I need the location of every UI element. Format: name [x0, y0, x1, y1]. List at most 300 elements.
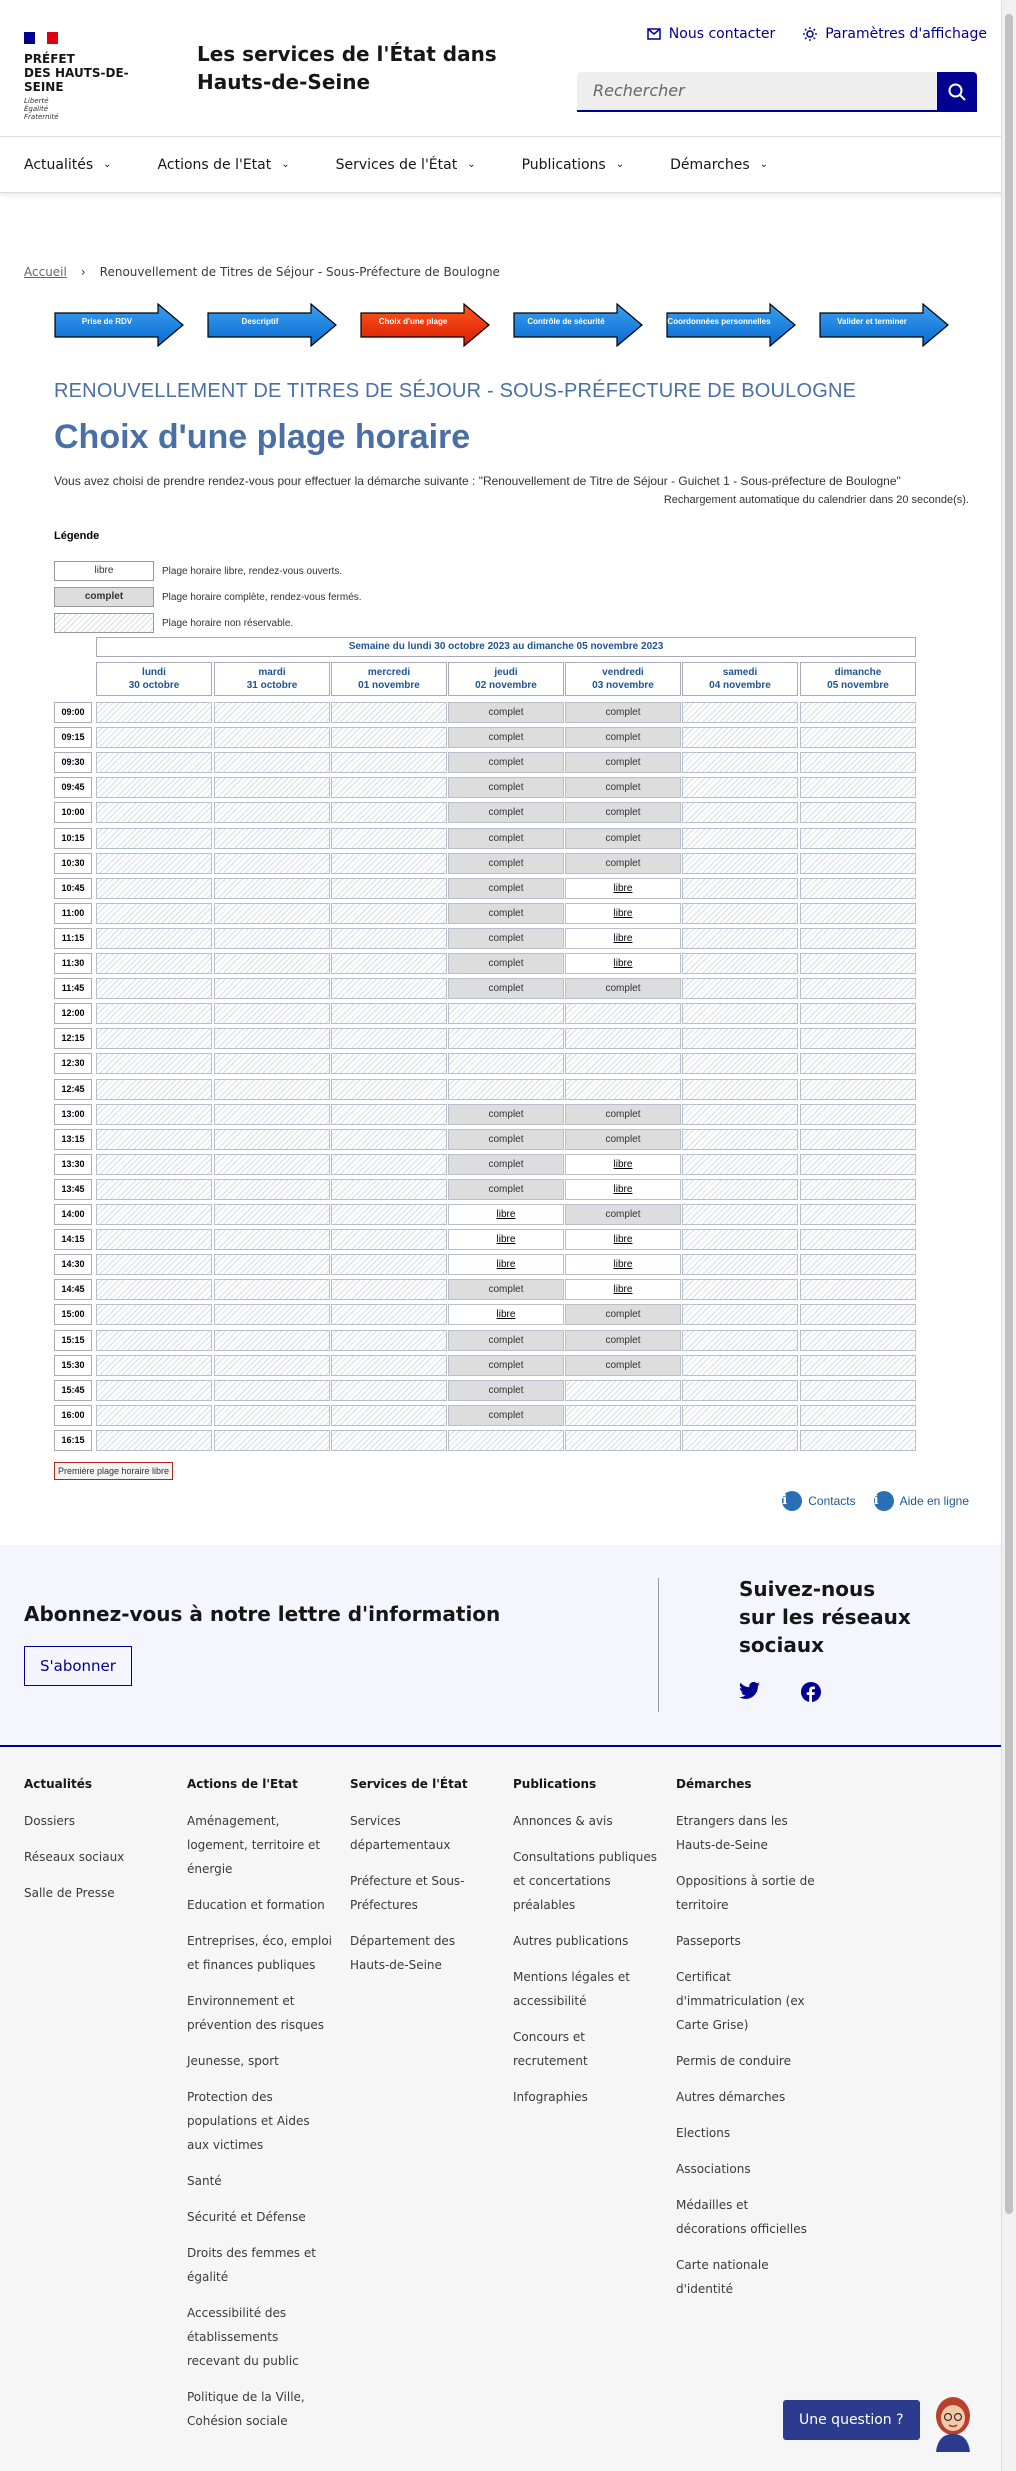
slot-unavailable: [682, 702, 798, 723]
day-name: lundi: [142, 667, 166, 678]
slot-unavailable: [682, 1430, 798, 1451]
slot-full: complet: [565, 752, 681, 773]
slot-free[interactable]: libre: [565, 1229, 681, 1250]
slot-unavailable: [96, 777, 212, 798]
slot-unavailable: [682, 1154, 798, 1175]
time-label: 12:45: [54, 1079, 92, 1100]
slot-unavailable: [214, 1279, 330, 1300]
slot-unavailable: [214, 1028, 330, 1049]
footer-link[interactable]: Département des Hauts-de-Seine: [350, 1934, 456, 1972]
slot-free[interactable]: libre: [565, 1154, 681, 1175]
slot-unavailable: [448, 1079, 564, 1100]
slot-unavailable: [214, 727, 330, 748]
slot-unavailable: [448, 1028, 564, 1049]
slot-unavailable: [331, 1430, 447, 1451]
chevron-down-icon: ⌄: [281, 158, 290, 170]
step-3: [360, 303, 491, 347]
slot-unavailable: [448, 1003, 564, 1024]
scrollbar-thumb[interactable]: [1005, 14, 1013, 2214]
breadcrumb-home[interactable]: Accueil: [24, 265, 67, 279]
slot-unavailable: [96, 1279, 212, 1300]
slot-unavailable: [331, 1380, 447, 1401]
slot-unavailable: [214, 978, 330, 999]
slot-unavailable: [682, 878, 798, 899]
slot-unavailable: [214, 928, 330, 949]
footer-column-title: Publications: [513, 1777, 597, 1791]
progress-steps: [54, 303, 954, 347]
chatbot-avatar-icon[interactable]: [930, 2390, 976, 2452]
slot-free[interactable]: libre: [565, 878, 681, 899]
slot-full: complet: [448, 752, 564, 773]
step-6: [819, 303, 950, 347]
slot-unavailable: [214, 1355, 330, 1376]
display-settings-link[interactable]: Paramètres d'affichage: [803, 26, 987, 42]
slot-unavailable: [800, 1254, 916, 1275]
time-label: 09:00: [54, 702, 92, 723]
slot-unavailable: [565, 1380, 681, 1401]
footer-link[interactable]: Autres publications: [513, 1934, 629, 1948]
footer-link[interactable]: Protection des populations et Aides aux victimes: [187, 2090, 310, 2152]
time-label: 16:15: [54, 1430, 92, 1451]
slot-unavailable: [800, 727, 916, 748]
footer-link[interactable]: Services départementaux: [350, 1814, 451, 1852]
slot-full: complet: [448, 777, 564, 798]
info-icon: i: [874, 1491, 894, 1511]
time-label: 10:00: [54, 802, 92, 823]
slot-free[interactable]: libre: [565, 903, 681, 924]
service-title: RENOUVELLEMENT DE TITRES DE SÉJOUR - SOUS-PRÉFECTURE DE BOULOGNE: [54, 380, 857, 402]
slot-full: complet: [448, 727, 564, 748]
logo-title: PRÉFET DES HAUTS-DE-SEINE: [24, 52, 129, 94]
footer-link[interactable]: Mentions légales et accessibilité: [513, 1970, 630, 2008]
nav-item[interactable]: [336, 137, 476, 192]
slot-unavailable: [682, 727, 798, 748]
slot-unavailable: [214, 1179, 330, 1200]
time-label: 13:30: [54, 1154, 92, 1175]
slot-unavailable: [96, 1380, 212, 1401]
slot-full: complet: [448, 802, 564, 823]
slot-unavailable: [331, 777, 447, 798]
slot-unavailable: [800, 1079, 916, 1100]
slot-unavailable: [331, 802, 447, 823]
slot-free[interactable]: libre: [448, 1229, 564, 1250]
slot-unavailable: [331, 1330, 447, 1351]
footer-link[interactable]: Aménagement, logement, territoire et énergie: [187, 1814, 321, 1876]
logo-motto: Liberté Égalité Fraternité: [24, 97, 59, 121]
slot-unavailable: [214, 1304, 330, 1325]
breadcrumb: [0, 193, 1001, 283]
footer-link[interactable]: Médailles et décorations officielles: [676, 2198, 807, 2236]
slot-unavailable: [682, 1003, 798, 1024]
time-label: 15:45: [54, 1380, 92, 1401]
slot-unavailable: [96, 1028, 212, 1049]
time-label: 10:30: [54, 853, 92, 874]
slot-full: complet: [565, 702, 681, 723]
slot-unavailable: [800, 1405, 916, 1426]
slot-full: complet: [565, 853, 681, 874]
slot-free[interactable]: libre: [565, 1179, 681, 1200]
footer-link[interactable]: Education et formation: [187, 1898, 325, 1912]
footer-link[interactable]: Environnement et prévention des risques: [187, 1994, 325, 2032]
slot-unavailable: [214, 1229, 330, 1250]
first-free-slot-button[interactable]: Première plage horaire libre: [54, 1462, 173, 1480]
slot-unavailable: [214, 702, 330, 723]
search-input[interactable]: Rechercher: [577, 72, 937, 112]
day-name: samedi: [722, 667, 758, 678]
slot-unavailable: [214, 878, 330, 899]
time-label: 13:00: [54, 1104, 92, 1125]
slot-free[interactable]: libre: [565, 1254, 681, 1275]
chevron-down-icon: ⌄: [103, 158, 112, 170]
footer-column: [187, 1777, 332, 2445]
online-help-link[interactable]: i Aide en ligne: [874, 1491, 969, 1511]
search-bar: [577, 72, 977, 112]
time-label: 10:45: [54, 878, 92, 899]
slot-unavailable: [96, 1079, 212, 1100]
facebook-icon[interactable]: [801, 1682, 821, 1702]
slot-unavailable: [331, 928, 447, 949]
footer-link[interactable]: Consultations publiques et concertations préalables: [513, 1850, 657, 1912]
footer-link[interactable]: Accessibilité des établissements recevant du public: [187, 2306, 299, 2368]
slot-unavailable: [214, 1330, 330, 1351]
slot-unavailable: [800, 702, 916, 723]
slot-full: complet: [448, 1380, 564, 1401]
legend-free-box: libre: [54, 561, 154, 581]
slot-unavailable: [800, 1279, 916, 1300]
slot-full: complet: [565, 1104, 681, 1125]
day-date: 04 novembre: [709, 680, 771, 691]
slot-unavailable: [96, 1405, 212, 1426]
slot-free[interactable]: libre: [448, 1204, 564, 1225]
nav-item-label: Services de l'État: [335, 156, 458, 173]
slot-full: complet: [448, 1330, 564, 1351]
legend-full-text: Plage horaire complète, rendez-vous fermés.: [162, 591, 362, 603]
step-label: Coordonnées personnelles: [667, 317, 771, 326]
prefet-logo[interactable]: [24, 32, 164, 121]
slot-unavailable: [96, 1304, 212, 1325]
slot-full: complet: [565, 978, 681, 999]
slot-unavailable: [565, 1003, 681, 1024]
slot-unavailable: [214, 1003, 330, 1024]
slot-unavailable: [96, 1154, 212, 1175]
slot-unavailable: [96, 1053, 212, 1074]
slot-full: complet: [448, 928, 564, 949]
slot-unavailable: [331, 1003, 447, 1024]
contact-link[interactable]: Nous contacter: [647, 26, 775, 42]
sun-icon: [803, 27, 817, 41]
slot-unavailable: [96, 903, 212, 924]
slot-unavailable: [682, 978, 798, 999]
social-title: Suivez-nous sur les réseaux sociaux: [739, 1577, 911, 1657]
slot-unavailable: [565, 1430, 681, 1451]
slot-unavailable: [682, 828, 798, 849]
step-label: Contrôle de sécurité: [527, 317, 605, 326]
slot-unavailable: [800, 928, 916, 949]
site-name[interactable]: Les services de l'État dans Hauts-de-Seine: [197, 42, 497, 94]
slot-unavailable: [96, 878, 212, 899]
slot-unavailable: [682, 752, 798, 773]
time-label: 12:30: [54, 1053, 92, 1074]
slot-unavailable: [96, 1330, 212, 1351]
slot-unavailable: [331, 1279, 447, 1300]
site-footer: [0, 1745, 1001, 2471]
nav-item[interactable]: [158, 137, 290, 192]
slot-full: complet: [448, 978, 564, 999]
slot-unavailable: [682, 853, 798, 874]
footer-link[interactable]: Autres démarches: [676, 2090, 786, 2104]
footer-link[interactable]: Dossiers: [24, 1814, 75, 1828]
slot-free[interactable]: libre: [448, 1254, 564, 1275]
footer-link[interactable]: Politique de la Ville, Cohésion sociale: [187, 2390, 305, 2428]
slot-unavailable: [800, 1330, 916, 1351]
footer-link[interactable]: Réseaux sociaux: [24, 1850, 125, 1864]
slot-unavailable: [96, 828, 212, 849]
slot-unavailable: [96, 1204, 212, 1225]
slot-unavailable: [800, 1104, 916, 1125]
footer-column-title: Services de l'État: [350, 1777, 468, 1791]
slot-unavailable: [96, 1129, 212, 1150]
step-2: [207, 303, 338, 347]
slot-unavailable: [331, 1129, 447, 1150]
day-date: 01 novembre: [358, 680, 420, 691]
slot-unavailable: [565, 1053, 681, 1074]
slot-unavailable: [682, 1104, 798, 1125]
footer-column-title: Actions de l'Etat: [187, 1777, 298, 1791]
day-header: [96, 662, 212, 696]
search-icon: [948, 83, 966, 101]
slot-unavailable: [331, 1179, 447, 1200]
slot-unavailable: [331, 853, 447, 874]
footer-link[interactable]: Etrangers dans les Hauts-de-Seine: [676, 1814, 788, 1852]
slot-unavailable: [800, 1028, 916, 1049]
slot-full: complet: [565, 1129, 681, 1150]
slot-free[interactable]: libre: [565, 928, 681, 949]
slot-unavailable: [800, 1355, 916, 1376]
chevron-right-icon: ›: [80, 265, 86, 279]
slot-full: complet: [448, 1104, 564, 1125]
slot-unavailable: [800, 802, 916, 823]
nav-item-label: Publications: [521, 156, 606, 173]
slot-unavailable: [682, 928, 798, 949]
footer-link[interactable]: Carte nationale d'identité: [676, 2258, 769, 2296]
footer-link[interactable]: Permis de conduire: [676, 2054, 791, 2068]
contacts-link[interactable]: i Contacts: [782, 1491, 855, 1511]
nav-item[interactable]: [24, 137, 112, 192]
slot-full: complet: [448, 903, 564, 924]
slot-unavailable: [331, 1104, 447, 1125]
slot-unavailable: [331, 752, 447, 773]
footer-link[interactable]: Entreprises, éco, emploi et finances publiques: [187, 1934, 332, 1972]
slot-unavailable: [448, 1430, 564, 1451]
slot-free[interactable]: libre: [565, 953, 681, 974]
slot-unavailable: [214, 903, 330, 924]
footer-link[interactable]: Elections: [676, 2126, 731, 2140]
footer-column: [513, 1777, 658, 2121]
slot-unavailable: [682, 1304, 798, 1325]
slot-unavailable: [96, 853, 212, 874]
step-label: Prise de RDV: [81, 317, 133, 326]
slot-unavailable: [331, 1229, 447, 1250]
day-date: 05 novembre: [827, 680, 889, 691]
subscribe-button[interactable]: S'abonner: [24, 1646, 132, 1686]
slot-unavailable: [800, 1204, 916, 1225]
nav-item[interactable]: [522, 137, 625, 192]
page-title: Choix d'une plage horaire: [54, 418, 471, 456]
slot-unavailable: [682, 1028, 798, 1049]
footer-link[interactable]: Santé: [187, 2174, 222, 2188]
day-date: 03 novembre: [592, 680, 654, 691]
slot-unavailable: [800, 1229, 916, 1250]
step-label: Valider et terminer: [837, 317, 907, 326]
slot-unavailable: [96, 1254, 212, 1275]
time-label: 14:30: [54, 1254, 92, 1275]
slot-full: complet: [448, 1355, 564, 1376]
slot-free[interactable]: libre: [448, 1304, 564, 1325]
time-label: 14:45: [54, 1279, 92, 1300]
footer-link[interactable]: Associations: [676, 2162, 751, 2176]
footer-column-title: Actualités: [24, 1777, 93, 1791]
slot-unavailable: [448, 1053, 564, 1074]
slot-unavailable: [682, 1053, 798, 1074]
footer-link[interactable]: Annonces & avis: [513, 1814, 613, 1828]
slot-unavailable: [214, 853, 330, 874]
slot-full: complet: [448, 1179, 564, 1200]
day-name: dimanche: [834, 667, 882, 678]
slot-unavailable: [331, 1154, 447, 1175]
footer-link[interactable]: Infographies: [513, 2090, 588, 2104]
slot-unavailable: [682, 1330, 798, 1351]
slot-unavailable: [214, 1154, 330, 1175]
slot-unavailable: [682, 1279, 798, 1300]
slot-unavailable: [682, 953, 798, 974]
slot-unavailable: [214, 828, 330, 849]
footer-link[interactable]: Préfecture et Sous-Préfectures: [350, 1874, 465, 1912]
slot-unavailable: [800, 1380, 916, 1401]
legend-free-text: Plage horaire libre, rendez-vous ouverts.: [162, 565, 343, 577]
twitter-icon[interactable]: [739, 1682, 761, 1700]
slot-unavailable: [565, 1079, 681, 1100]
slot-unavailable: [331, 953, 447, 974]
main-nav: [0, 137, 1001, 193]
slot-full: complet: [448, 878, 564, 899]
slot-unavailable: [331, 978, 447, 999]
french-flag-icon: [24, 32, 58, 44]
slot-full: complet: [565, 1355, 681, 1376]
legend-na-text: Plage horaire non réservable.: [162, 617, 294, 629]
footer-link[interactable]: Salle de Presse: [24, 1886, 115, 1900]
slot-unavailable: [96, 702, 212, 723]
mail-icon: [647, 28, 661, 40]
day-header: [214, 662, 330, 696]
slot-unavailable: [96, 1179, 212, 1200]
slot-unavailable: [96, 727, 212, 748]
chevron-down-icon: ⌄: [759, 158, 769, 170]
footer-link[interactable]: Certificat d'immatriculation (ex Carte Grise): [676, 1970, 805, 2032]
slot-unavailable: [565, 1405, 681, 1426]
legend-na-box: [54, 613, 154, 633]
slot-unavailable: [96, 752, 212, 773]
time-label: 15:00: [54, 1304, 92, 1325]
legend: [54, 561, 362, 639]
day-header: [565, 662, 681, 696]
slot-full: complet: [565, 1304, 681, 1325]
time-label: 13:45: [54, 1179, 92, 1200]
slot-unavailable: [800, 1304, 916, 1325]
slot-unavailable: [214, 802, 330, 823]
step-label: Choix d'une plage: [378, 317, 448, 326]
slot-unavailable: [331, 903, 447, 924]
slot-unavailable: [682, 903, 798, 924]
intro-text: Vous avez choisi de prendre rendez-vous pour effectuer la démarche suivante : "Renouvellement de Titre de Séjour - Guichet 1 - Sous-préfecture de Boulogne": [54, 474, 901, 488]
slot-unavailable: [331, 828, 447, 849]
slot-unavailable: [800, 903, 916, 924]
chat-button[interactable]: Une question ?: [783, 2400, 920, 2440]
slot-unavailable: [214, 752, 330, 773]
slot-full: complet: [448, 953, 564, 974]
slot-unavailable: [800, 978, 916, 999]
legend-title: Légende: [54, 530, 100, 542]
slot-full: complet: [565, 802, 681, 823]
footer-link[interactable]: Jeunesse, sport: [187, 2054, 279, 2068]
slot-unavailable: [565, 1028, 681, 1049]
footer-link[interactable]: Oppositions à sortie de territoire: [676, 1874, 815, 1912]
slot-unavailable: [800, 1430, 916, 1451]
slot-unavailable: [682, 1179, 798, 1200]
breadcrumb-current: Renouvellement de Titres de Séjour - Sous-Préfecture de Boulogne: [99, 265, 500, 279]
time-label: 11:45: [54, 978, 92, 999]
footer-link[interactable]: Sécurité et Défense: [187, 2210, 306, 2224]
slot-unavailable: [800, 853, 916, 874]
slot-unavailable: [96, 953, 212, 974]
nav-item[interactable]: [670, 137, 768, 192]
footer-link[interactable]: Passeports: [676, 1934, 741, 1948]
slot-unavailable: [214, 1430, 330, 1451]
newsletter-section: [0, 1545, 1001, 1745]
time-label: 14:00: [54, 1204, 92, 1225]
nav-item-label: Démarches: [670, 156, 750, 173]
footer-link[interactable]: Droits des femmes et égalité: [187, 2246, 316, 2284]
day-date: 30 octobre: [128, 680, 180, 691]
step-label: Descriptif: [241, 317, 279, 326]
slot-unavailable: [800, 752, 916, 773]
slot-unavailable: [96, 1355, 212, 1376]
info-icon: i: [782, 1491, 802, 1511]
slot-unavailable: [96, 1430, 212, 1451]
footer-column: [350, 1777, 495, 1989]
slot-unavailable: [682, 1204, 798, 1225]
slot-unavailable: [800, 1179, 916, 1200]
slot-unavailable: [682, 1129, 798, 1150]
slot-unavailable: [331, 702, 447, 723]
day-header: [800, 662, 916, 696]
search-button[interactable]: [937, 72, 977, 112]
slot-full: complet: [448, 702, 564, 723]
footer-link[interactable]: Concours et recrutement: [513, 2030, 588, 2068]
slot-full: complet: [448, 1279, 564, 1300]
slot-unavailable: [96, 1229, 212, 1250]
time-label: 09:45: [54, 777, 92, 798]
slot-unavailable: [214, 1104, 330, 1125]
slot-unavailable: [331, 1405, 447, 1426]
slot-unavailable: [331, 1204, 447, 1225]
scrollbar[interactable]: [1001, 0, 1016, 2471]
slot-unavailable: [800, 1053, 916, 1074]
slot-free[interactable]: libre: [565, 1279, 681, 1300]
slot-full: complet: [448, 853, 564, 874]
time-label: 12:00: [54, 1003, 92, 1024]
slot-full: complet: [448, 1129, 564, 1150]
footer-column-title: Démarches: [676, 1777, 752, 1791]
